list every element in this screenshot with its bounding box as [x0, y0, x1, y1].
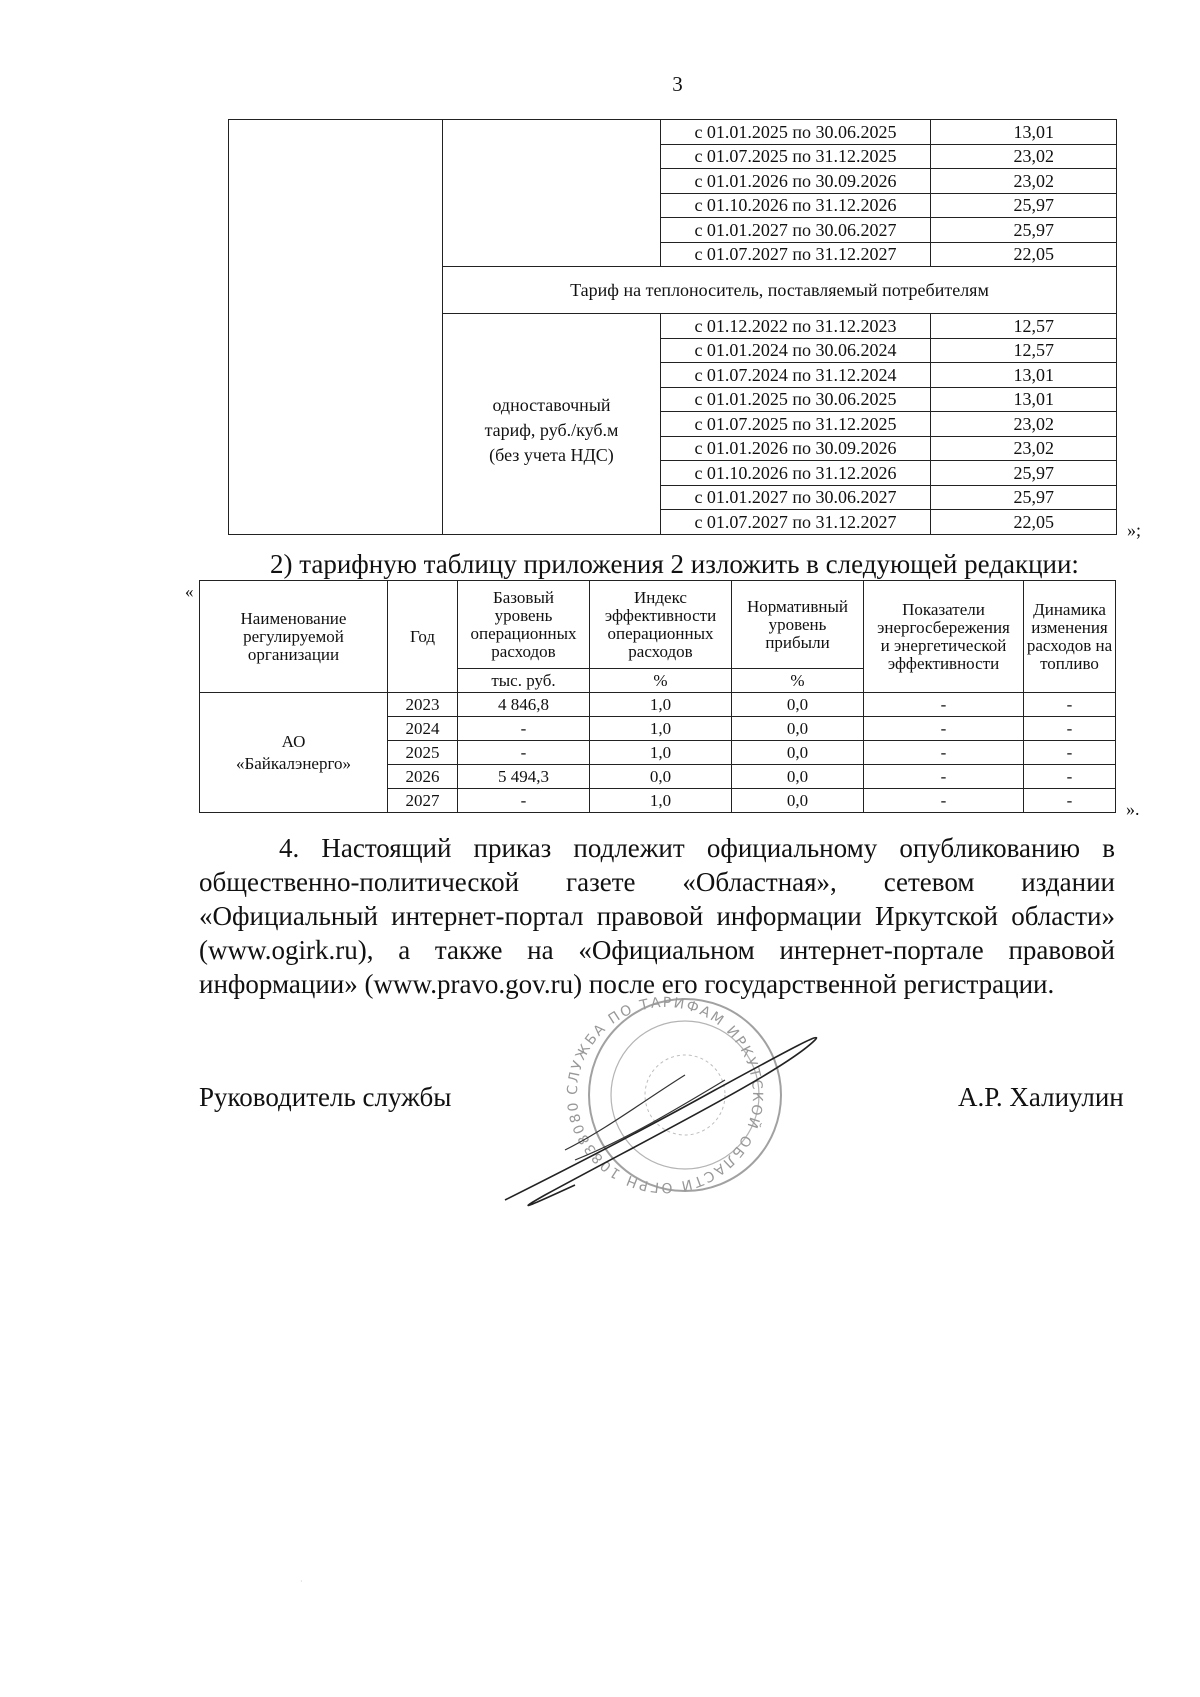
value-cell: 25,97 [931, 485, 1117, 510]
tariff-type-line: (без учета НДС) [489, 445, 614, 466]
energy-saving-cell: - [864, 741, 1024, 765]
period-cell: с 01.07.2025 по 31.12.2025 [661, 412, 931, 437]
value-cell: 23,02 [931, 436, 1117, 461]
value-cell: 25,97 [931, 218, 1117, 243]
base-level-cell: 5 494,3 [458, 765, 590, 789]
efficiency-index-cell: 1,0 [590, 741, 732, 765]
stamp-text: СЛУЖБА ПО ТАРИФАМ ИРКУТСКОЙ ОБЛАСТИ ОГРН 10838080 [564, 994, 766, 1196]
period-cell: с 01.12.2022 по 31.12.2023 [661, 314, 931, 339]
signer-title: Руководитель службы [199, 1082, 452, 1112]
scan-dot: · [300, 1577, 303, 1586]
efficiency-index-cell: 1,0 [590, 789, 732, 813]
table-closing-mark: »; [1127, 520, 1142, 540]
org-cell-empty [229, 120, 443, 535]
unit-normative-profit: % [732, 669, 864, 693]
paragraph-4-text: 4. Настоящий приказ подлежит официальному опубликованию в общественно-политической газете «Областная», сетевом издании «Официальный интернет-портал правовой информации Иркутской области» (www.ogirk.ru), а также на «Официальном интернет-портале правовой информации» (www.pravo.gov.ru) после его государственной регистрации. [199, 833, 1115, 999]
normative-profit-cell: 0,0 [732, 741, 864, 765]
base-level-cell: 4 846,8 [458, 693, 590, 717]
value-cell: 12,57 [931, 338, 1117, 363]
year-cell: 2027 [388, 789, 458, 813]
header-org: Наименование регулируемой организации [200, 581, 388, 693]
energy-saving-cell: - [864, 789, 1024, 813]
operational-expenses-table [199, 580, 1116, 813]
tariff-type-line: одноставочный [492, 395, 611, 416]
base-level-cell: - [458, 741, 590, 765]
base-level-cell: - [458, 789, 590, 813]
value-cell: 13,01 [931, 387, 1117, 412]
value-cell: 23,02 [931, 169, 1117, 194]
period-cell: с 01.10.2026 по 31.12.2026 [661, 193, 931, 218]
period-cell: с 01.01.2025 по 30.06.2025 [661, 387, 931, 412]
tariff-row [229, 120, 1117, 145]
period-cell: с 01.01.2024 по 30.06.2024 [661, 338, 931, 363]
table-row [200, 693, 1116, 717]
section-heading: Тариф на теплоноситель, поставляемый потребителям [443, 267, 1117, 314]
tariff-type-cell [443, 314, 661, 535]
period-cell: с 01.01.2026 по 30.09.2026 [661, 436, 931, 461]
normative-profit-cell: 0,0 [732, 717, 864, 741]
normative-profit-cell: 0,0 [732, 693, 864, 717]
period-cell: с 01.01.2026 по 30.09.2026 [661, 169, 931, 194]
year-cell: 2023 [388, 693, 458, 717]
value-cell: 25,97 [931, 461, 1117, 486]
normative-profit-cell: 0,0 [732, 789, 864, 813]
page-number: 3 [672, 72, 683, 96]
value-cell: 25,97 [931, 193, 1117, 218]
value-cell: 12,57 [931, 314, 1117, 339]
value-cell: 13,01 [931, 120, 1117, 145]
header-fuel-dynamics: Динамика изменения расходов на топливо [1024, 581, 1116, 693]
opening-quote: « [185, 582, 194, 601]
fuel-dynamics-cell: - [1024, 789, 1116, 813]
period-cell: с 01.07.2027 по 31.12.2027 [661, 510, 931, 535]
fuel-dynamics-cell: - [1024, 717, 1116, 741]
normative-profit-cell: 0,0 [732, 765, 864, 789]
svg-text:СЛУЖБА ПО ТАРИФАМ ИРКУТСКОЙ ОБ [485, 980, 765, 1195]
value-cell: 22,05 [931, 242, 1117, 267]
tariff-type-cell-empty [443, 120, 661, 267]
signer-name: А.Р. Халиулин [958, 1082, 1124, 1112]
period-cell: с 01.01.2027 по 30.06.2027 [661, 485, 931, 510]
fuel-dynamics-cell: - [1024, 765, 1116, 789]
header-energy-saving: Показатели энергосбережения и энергетической эффективности [864, 581, 1024, 693]
org-name-line: АО [281, 731, 306, 751]
period-cell: с 01.07.2024 по 31.12.2024 [661, 363, 931, 388]
header-normative-profit: Нормативный уровень прибыли [732, 581, 864, 669]
fuel-dynamics-cell: - [1024, 693, 1116, 717]
unit-efficiency-index: % [590, 669, 732, 693]
value-cell: 23,02 [931, 412, 1117, 437]
energy-saving-cell: - [864, 765, 1024, 789]
period-cell: с 01.01.2025 по 30.06.2025 [661, 120, 931, 145]
header-base-level: Базовый уровень операционных расходов [458, 581, 590, 669]
value-cell: 23,02 [931, 144, 1117, 169]
table2-closing-mark: ». [1126, 799, 1140, 819]
period-cell: с 01.01.2027 по 30.06.2027 [661, 218, 931, 243]
period-cell: с 01.07.2027 по 31.12.2027 [661, 242, 931, 267]
header-efficiency-index: Индекс эффективности операционных расходов [590, 581, 732, 669]
paragraph-2: 2) тарифную таблицу приложения 2 изложить в следующей редакции: [270, 549, 1079, 579]
efficiency-index-cell: 0,0 [590, 765, 732, 789]
unit-base-level: тыс. руб. [458, 669, 590, 693]
base-level-cell: - [458, 717, 590, 741]
energy-saving-cell: - [864, 717, 1024, 741]
efficiency-index-cell: 1,0 [590, 693, 732, 717]
period-cell: с 01.10.2026 по 31.12.2026 [661, 461, 931, 486]
fuel-dynamics-cell: - [1024, 741, 1116, 765]
tariff-type-line: тариф, руб./куб.м [484, 420, 619, 441]
period-cell: с 01.07.2025 по 31.12.2025 [661, 144, 931, 169]
org-name-cell [200, 693, 388, 813]
tariff-table [228, 119, 1117, 535]
value-cell: 13,01 [931, 363, 1117, 388]
official-stamp [485, 980, 845, 1210]
year-cell: 2024 [388, 717, 458, 741]
paragraph-4 [199, 831, 1115, 1001]
energy-saving-cell: - [864, 693, 1024, 717]
header-year: Год [388, 581, 458, 693]
efficiency-index-cell: 1,0 [590, 717, 732, 741]
value-cell: 22,05 [931, 510, 1117, 535]
year-cell: 2025 [388, 741, 458, 765]
org-name-line: «Байкалэнерго» [235, 753, 352, 773]
year-cell: 2026 [388, 765, 458, 789]
